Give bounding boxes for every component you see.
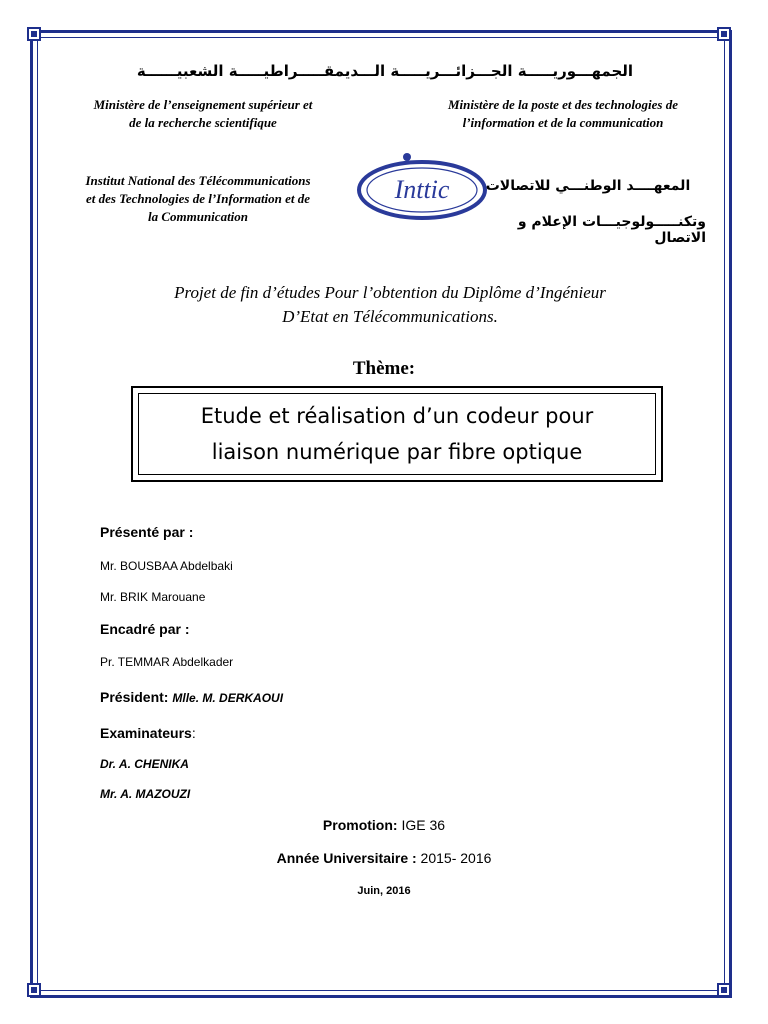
academic-year-row bbox=[184, 850, 584, 866]
presented-by-label: Présenté par : bbox=[100, 524, 194, 540]
theme-title-line1: Etude et réalisation d’un codeur pour bbox=[200, 404, 594, 428]
ministry-education-line1: Ministère de l’enseignement supérieur et bbox=[93, 97, 313, 112]
examiner-name-2: Mr. A. MAZOUZI bbox=[100, 787, 191, 801]
date: Juin, 2016 bbox=[357, 885, 411, 897]
academic-year-value: 2015- 2016 bbox=[420, 850, 492, 866]
ministry-education bbox=[58, 96, 348, 132]
theme-box bbox=[131, 386, 663, 482]
project-line2: D’Etat en Télécommunications. bbox=[282, 307, 498, 326]
corner-ornament-top-right bbox=[717, 27, 731, 41]
corner-ornament-top-left bbox=[27, 27, 41, 41]
ministry-post-line1: Ministère de la poste et des technologies de bbox=[447, 97, 678, 112]
arabic-republic-title: الجمهـــوريـــــة الجـــزائـــريـــــة الـــديمقـــــراطيـــــة الشعبيــــــة bbox=[136, 62, 634, 80]
examiners-row bbox=[100, 725, 196, 743]
corner-ornament-bottom-right bbox=[717, 983, 731, 997]
promotion-value: IGE 36 bbox=[401, 817, 446, 833]
institute-name-ar-line1: المعهــــد الوطنـــي للاتصالات bbox=[485, 178, 691, 194]
promotion-label: Promotion: bbox=[322, 817, 402, 833]
president-label: Président: bbox=[100, 689, 173, 705]
theme-box-inner bbox=[138, 393, 656, 475]
president-row bbox=[100, 689, 283, 707]
examiner-name-1: Dr. A. CHENIKA bbox=[100, 757, 189, 771]
ministry-post bbox=[418, 96, 708, 132]
promotion-row bbox=[184, 817, 584, 833]
institute-name-ar-line2: وتكنـــــولوجيـــات الإعلام و الاتصال bbox=[517, 214, 706, 246]
institute-fr-line2: et des Technologies de l’Information et de bbox=[85, 191, 311, 206]
president-name: Mlle. M. DERKAOUI bbox=[172, 691, 284, 705]
project-description bbox=[80, 281, 700, 329]
ministry-post-line2: l’information et de la communication bbox=[462, 115, 664, 130]
corner-ornament-bottom-left bbox=[27, 983, 41, 997]
project-line1: Projet de fin d’études Pour l’obtention du Diplôme d’Ingénieur bbox=[174, 283, 606, 302]
logo-text: Inttic bbox=[394, 175, 450, 204]
theme-title-line2: liaison numérique par fibre optique bbox=[211, 440, 583, 464]
student-name-2: Mr. BRIK Marouane bbox=[100, 590, 206, 604]
academic-year-label: Année Universitaire : bbox=[276, 850, 421, 866]
ministry-education-line2: de la recherche scientifique bbox=[129, 115, 277, 130]
supervised-by-label: Encadré par : bbox=[100, 621, 190, 637]
institute-fr-line1: Institut National des Télécommunications bbox=[85, 173, 311, 188]
supervisor-name: Pr. TEMMAR Abdelkader bbox=[100, 655, 234, 669]
examiners-label: Examinateurs bbox=[100, 725, 192, 741]
institute-fr-line3: la Communication bbox=[147, 209, 249, 224]
examiners-colon: : bbox=[191, 725, 196, 741]
student-name-1: Mr. BOUSBAA Abdelbaki bbox=[100, 559, 233, 573]
theme-label: Thème: bbox=[352, 358, 416, 379]
institute-name-fr bbox=[58, 172, 338, 226]
